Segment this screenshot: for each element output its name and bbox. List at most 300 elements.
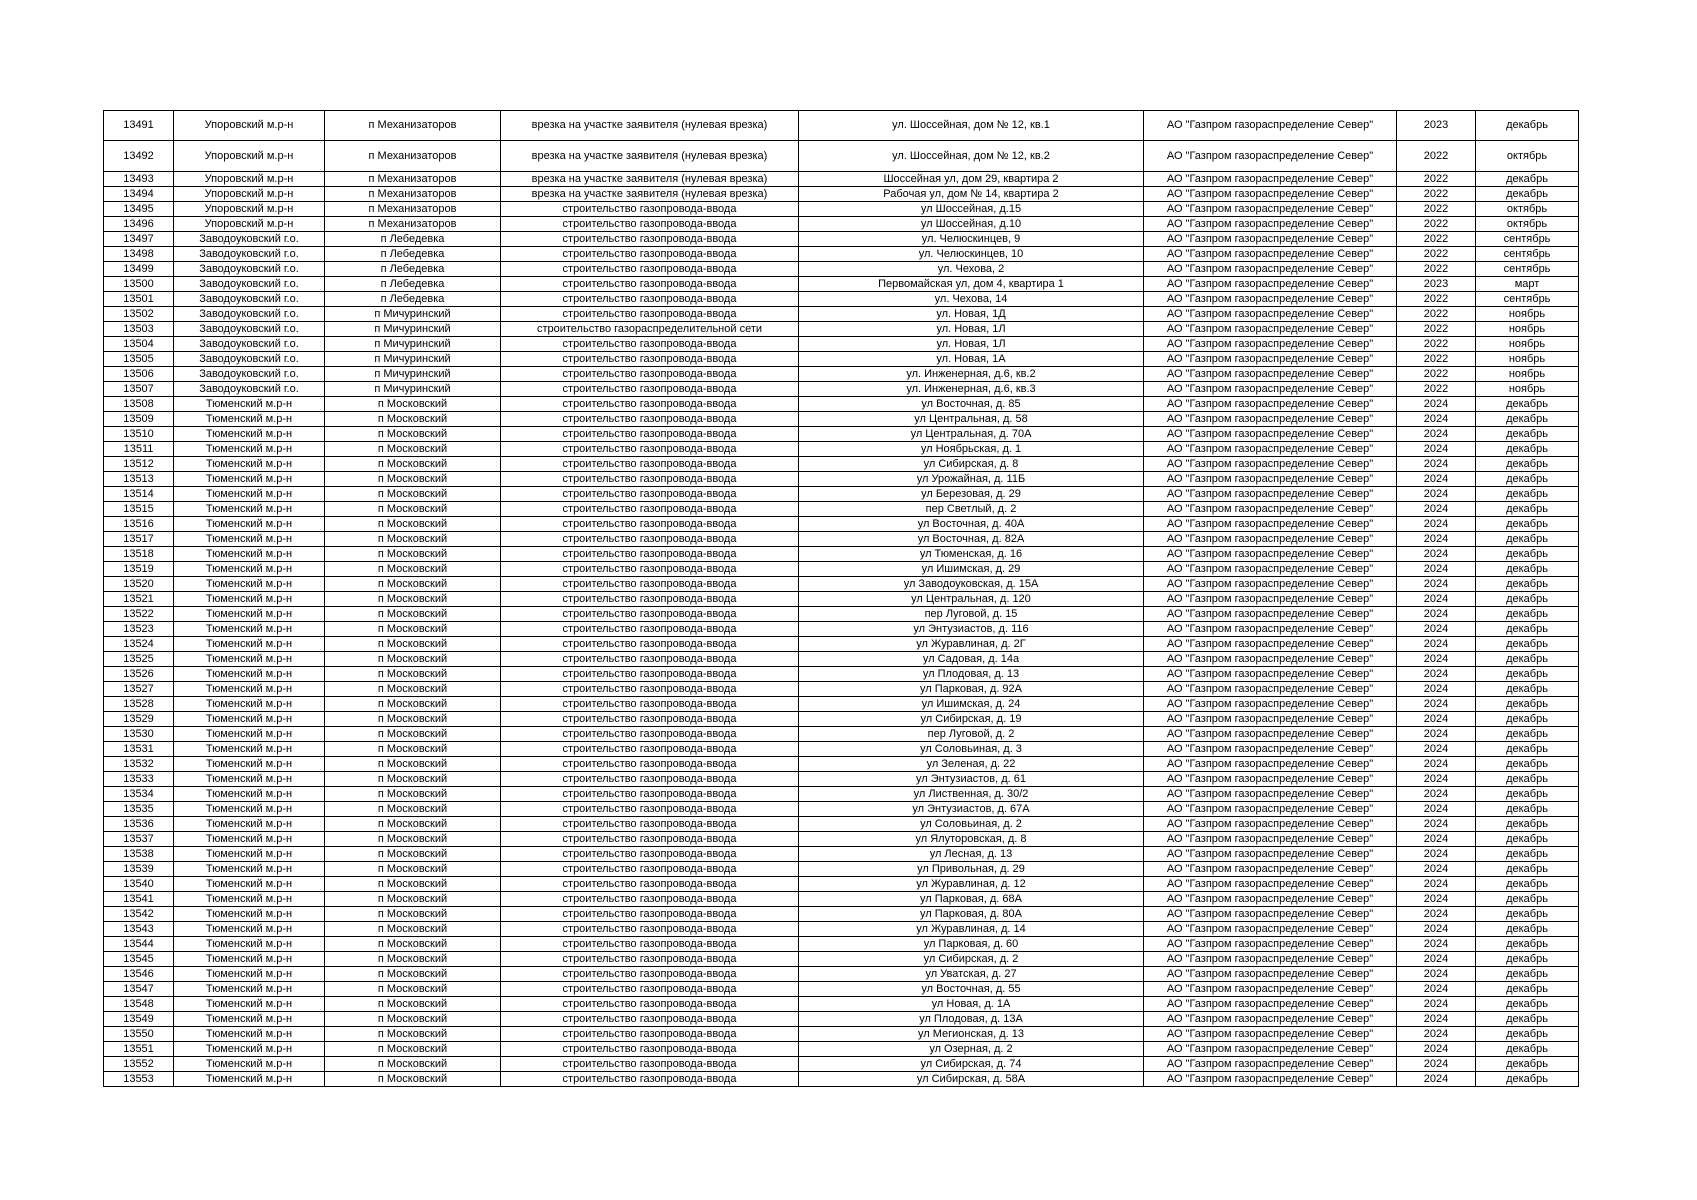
table-row [104,337,1579,352]
cell-month: декабрь [1476,742,1579,757]
cell-org: АО "Газпром газораспределение Север" [1144,772,1397,787]
cell-address: ул Плодовая, д. 13А [799,1012,1144,1027]
cell-org: АО "Газпром газораспределение Север" [1144,367,1397,382]
cell-district: Тюменский м.р-н [174,397,325,412]
cell-id: 13504 [104,337,174,352]
cell-address: ул Ноябрьская, д. 1 [799,442,1144,457]
cell-work: строительство газопровода-ввода [501,817,799,832]
cell-district: Тюменский м.р-н [174,532,325,547]
cell-year: 2022 [1397,292,1476,307]
cell-district: Тюменский м.р-н [174,997,325,1012]
cell-org: АО "Газпром газораспределение Север" [1144,1072,1397,1087]
table-row [104,547,1579,562]
cell-work: строительство газопровода-ввода [501,742,799,757]
cell-month: декабрь [1476,802,1579,817]
cell-id: 13497 [104,232,174,247]
table-row [104,757,1579,772]
cell-id: 13496 [104,217,174,232]
table-row [104,322,1579,337]
cell-year: 2022 [1397,382,1476,397]
cell-org: АО "Газпром газораспределение Север" [1144,952,1397,967]
cell-month: декабрь [1476,637,1579,652]
cell-settlement: п Московский [325,622,501,637]
cell-work: строительство газопровода-ввода [501,802,799,817]
cell-address: ул Шоссейная, д.15 [799,202,1144,217]
table-row [104,532,1579,547]
cell-district: Тюменский м.р-н [174,652,325,667]
cell-year: 2024 [1397,652,1476,667]
table-row [104,1072,1579,1087]
cell-year: 2024 [1397,472,1476,487]
cell-address: ул Восточная, д. 82А [799,532,1144,547]
table-row [104,292,1579,307]
table-row [104,577,1579,592]
cell-work: врезка на участке заявителя (нулевая врезка) [501,187,799,202]
cell-org: АО "Газпром газораспределение Север" [1144,712,1397,727]
cell-work: врезка на участке заявителя (нулевая врезка) [501,111,799,141]
cell-district: Тюменский м.р-н [174,892,325,907]
cell-work: строительство газопровода-ввода [501,862,799,877]
cell-district: Тюменский м.р-н [174,622,325,637]
cell-year: 2024 [1397,397,1476,412]
cell-district: Тюменский м.р-н [174,802,325,817]
cell-month: декабрь [1476,187,1579,202]
cell-id: 13519 [104,562,174,577]
cell-org: АО "Газпром газораспределение Север" [1144,472,1397,487]
cell-settlement: п Московский [325,472,501,487]
cell-district: Тюменский м.р-н [174,502,325,517]
cell-work: строительство газопровода-ввода [501,667,799,682]
table-row [104,997,1579,1012]
cell-month: декабрь [1476,517,1579,532]
cell-org: АО "Газпром газораспределение Север" [1144,307,1397,322]
cell-settlement: п Механизаторов [325,141,501,172]
cell-month: декабрь [1476,712,1579,727]
cell-district: Тюменский м.р-н [174,712,325,727]
cell-settlement: п Московский [325,817,501,832]
cell-work: строительство газопровода-ввода [501,772,799,787]
cell-year: 2024 [1397,802,1476,817]
cell-settlement: п Мичуринский [325,367,501,382]
cell-org: АО "Газпром газораспределение Север" [1144,141,1397,172]
cell-work: строительство газопровода-ввода [501,637,799,652]
cell-id: 13553 [104,1072,174,1087]
cell-work: строительство газопровода-ввода [501,952,799,967]
cell-work: строительство газопровода-ввода [501,457,799,472]
cell-work: строительство газопровода-ввода [501,412,799,427]
cell-id: 13542 [104,907,174,922]
cell-work: строительство газопровода-ввода [501,922,799,937]
cell-settlement: п Московский [325,967,501,982]
cell-org: АО "Газпром газораспределение Север" [1144,832,1397,847]
cell-month: декабрь [1476,562,1579,577]
table-row [104,682,1579,697]
cell-month: декабрь [1476,172,1579,187]
cell-id: 13530 [104,727,174,742]
cell-settlement: п Мичуринский [325,322,501,337]
cell-month: сентябрь [1476,232,1579,247]
cell-work: строительство газопровода-ввода [501,382,799,397]
cell-settlement: п Московский [325,502,501,517]
cell-year: 2024 [1397,412,1476,427]
cell-id: 13531 [104,742,174,757]
cell-year: 2024 [1397,937,1476,952]
cell-address: Рабочая ул, дом № 14, квартира 2 [799,187,1144,202]
cell-id: 13546 [104,967,174,982]
cell-month: декабрь [1476,862,1579,877]
cell-work: строительство газопровода-ввода [501,352,799,367]
cell-address: ул Заводоуковская, д. 15А [799,577,1144,592]
cell-id: 13492 [104,141,174,172]
cell-id: 13521 [104,592,174,607]
cell-id: 13526 [104,667,174,682]
cell-work: строительство газопровода-ввода [501,247,799,262]
cell-year: 2024 [1397,982,1476,997]
cell-address: ул. Челюскинцев, 9 [799,232,1144,247]
cell-org: АО "Газпром газораспределение Север" [1144,922,1397,937]
cell-work: строительство газопровода-ввода [501,532,799,547]
cell-work: строительство газопровода-ввода [501,517,799,532]
cell-id: 13543 [104,922,174,937]
cell-address: ул Журавлиная, д. 14 [799,922,1144,937]
cell-org: АО "Газпром газораспределение Север" [1144,412,1397,427]
cell-address: ул Новая, д. 1А [799,997,1144,1012]
cell-settlement: п Московский [325,832,501,847]
cell-month: декабрь [1476,967,1579,982]
cell-settlement: п Механизаторов [325,217,501,232]
cell-year: 2024 [1397,892,1476,907]
table-row [104,232,1579,247]
cell-id: 13536 [104,817,174,832]
cell-district: Упоровский м.р-н [174,172,325,187]
cell-year: 2024 [1397,1057,1476,1072]
cell-org: АО "Газпром газораспределение Север" [1144,847,1397,862]
cell-address: ул Тюменская, д. 16 [799,547,1144,562]
cell-year: 2022 [1397,307,1476,322]
cell-year: 2024 [1397,607,1476,622]
table-row [104,712,1579,727]
cell-address: ул Лиственная, д. 30/2 [799,787,1144,802]
cell-month: декабрь [1476,787,1579,802]
cell-year: 2022 [1397,337,1476,352]
cell-id: 13535 [104,802,174,817]
table-row [104,817,1579,832]
cell-id: 13512 [104,457,174,472]
cell-settlement: п Московский [325,652,501,667]
cell-org: АО "Газпром газораспределение Север" [1144,562,1397,577]
cell-work: строительство газопровода-ввода [501,367,799,382]
cell-district: Заводоуковский г.о. [174,307,325,322]
table-row [104,442,1579,457]
cell-address: ул Шоссейная, д.10 [799,217,1144,232]
cell-settlement: п Механизаторов [325,187,501,202]
cell-org: АО "Газпром газораспределение Север" [1144,877,1397,892]
cell-settlement: п Московский [325,667,501,682]
cell-id: 13534 [104,787,174,802]
cell-org: АО "Газпром газораспределение Север" [1144,1042,1397,1057]
cell-district: Заводоуковский г.о. [174,322,325,337]
table-row [104,742,1579,757]
cell-district: Тюменский м.р-н [174,607,325,622]
cell-org: АО "Газпром газораспределение Север" [1144,982,1397,997]
cell-id: 13524 [104,637,174,652]
cell-year: 2024 [1397,547,1476,562]
cell-month: ноябрь [1476,367,1579,382]
cell-district: Тюменский м.р-н [174,577,325,592]
cell-month: декабрь [1476,997,1579,1012]
cell-address: пер Луговой, д. 15 [799,607,1144,622]
cell-address: ул Соловьиная, д. 3 [799,742,1144,757]
table-row [104,727,1579,742]
cell-district: Тюменский м.р-н [174,967,325,982]
cell-month: декабрь [1476,547,1579,562]
cell-settlement: п Московский [325,457,501,472]
cell-year: 2024 [1397,922,1476,937]
cell-address: ул Журавлиная, д. 12 [799,877,1144,892]
cell-id: 13513 [104,472,174,487]
cell-settlement: п Московский [325,907,501,922]
cell-org: АО "Газпром газораспределение Север" [1144,592,1397,607]
cell-address: ул Восточная, д. 55 [799,982,1144,997]
cell-address: ул Восточная, д. 40А [799,517,1144,532]
cell-address: Первомайская ул, дом 4, квартира 1 [799,277,1144,292]
cell-id: 13494 [104,187,174,202]
cell-settlement: п Московский [325,1057,501,1072]
cell-year: 2022 [1397,202,1476,217]
table-row [104,697,1579,712]
table-row [104,457,1579,472]
cell-year: 2024 [1397,997,1476,1012]
table-row [104,1012,1579,1027]
cell-month: декабрь [1476,1057,1579,1072]
cell-org: АО "Газпром газораспределение Север" [1144,397,1397,412]
cell-settlement: п Московский [325,757,501,772]
cell-year: 2024 [1397,442,1476,457]
cell-address: ул Лесная, д. 13 [799,847,1144,862]
cell-address: ул Сибирская, д. 2 [799,952,1144,967]
cell-id: 13505 [104,352,174,367]
cell-settlement: п Московский [325,532,501,547]
cell-settlement: п Московский [325,637,501,652]
table-row [104,382,1579,397]
cell-year: 2024 [1397,637,1476,652]
cell-work: строительство газопровода-ввода [501,652,799,667]
cell-org: АО "Газпром газораспределение Север" [1144,502,1397,517]
cell-year: 2024 [1397,817,1476,832]
table-row [104,427,1579,442]
cell-settlement: п Лебедевка [325,277,501,292]
cell-address: ул Журавлиная, д. 2Г [799,637,1144,652]
cell-id: 13552 [104,1057,174,1072]
cell-settlement: п Мичуринский [325,382,501,397]
cell-district: Тюменский м.р-н [174,637,325,652]
cell-settlement: п Мичуринский [325,337,501,352]
cell-year: 2022 [1397,187,1476,202]
cell-id: 13541 [104,892,174,907]
cell-work: строительство газопровода-ввода [501,757,799,772]
cell-id: 13550 [104,1027,174,1042]
cell-district: Тюменский м.р-н [174,727,325,742]
cell-work: строительство газопровода-ввода [501,727,799,742]
cell-settlement: п Московский [325,742,501,757]
cell-year: 2024 [1397,1042,1476,1057]
cell-work: строительство газопровода-ввода [501,1057,799,1072]
cell-address: ул Энтузиастов, д. 61 [799,772,1144,787]
cell-address: ул Центральная, д. 58 [799,412,1144,427]
cell-year: 2024 [1397,622,1476,637]
cell-work: строительство газопровода-ввода [501,562,799,577]
cell-year: 2024 [1397,682,1476,697]
cell-month: декабрь [1476,832,1579,847]
cell-address: ул Ишимская, д. 29 [799,562,1144,577]
table-row [104,1057,1579,1072]
table-row [104,652,1579,667]
cell-org: АО "Газпром газораспределение Север" [1144,442,1397,457]
cell-settlement: п Лебедевка [325,292,501,307]
cell-org: АО "Газпром газораспределение Север" [1144,622,1397,637]
cell-month: сентябрь [1476,247,1579,262]
cell-id: 13533 [104,772,174,787]
cell-district: Упоровский м.р-н [174,111,325,141]
cell-address: ул Энтузиастов, д. 67А [799,802,1144,817]
cell-id: 13540 [104,877,174,892]
cell-month: декабрь [1476,397,1579,412]
table-row [104,472,1579,487]
cell-id: 13491 [104,111,174,141]
cell-district: Тюменский м.р-н [174,877,325,892]
table-row [104,397,1579,412]
cell-year: 2022 [1397,232,1476,247]
cell-settlement: п Лебедевка [325,247,501,262]
cell-district: Тюменский м.р-н [174,787,325,802]
cell-id: 13547 [104,982,174,997]
cell-org: АО "Газпром газораспределение Север" [1144,787,1397,802]
cell-settlement: п Московский [325,982,501,997]
cell-district: Тюменский м.р-н [174,457,325,472]
cell-month: декабрь [1476,697,1579,712]
cell-settlement: п Московский [325,577,501,592]
cell-district: Тюменский м.р-н [174,907,325,922]
cell-org: АО "Газпром газораспределение Север" [1144,892,1397,907]
table-row [104,637,1579,652]
cell-org: АО "Газпром газораспределение Север" [1144,652,1397,667]
cell-work: строительство газопровода-ввода [501,1027,799,1042]
table-row [104,247,1579,262]
table-row [104,802,1579,817]
cell-district: Тюменский м.р-н [174,742,325,757]
cell-district: Тюменский м.р-н [174,982,325,997]
cell-month: декабрь [1476,757,1579,772]
cell-month: декабрь [1476,622,1579,637]
table-row [104,877,1579,892]
cell-id: 13523 [104,622,174,637]
cell-month: декабрь [1476,847,1579,862]
cell-id: 13499 [104,262,174,277]
cell-org: АО "Газпром газораспределение Север" [1144,637,1397,652]
cell-address: ул. Инженерная, д.6, кв.3 [799,382,1144,397]
cell-id: 13515 [104,502,174,517]
cell-address: ул Садовая, д. 14а [799,652,1144,667]
cell-id: 13538 [104,847,174,862]
cell-address: ул Мегионская, д. 13 [799,1027,1144,1042]
table-row [104,562,1579,577]
cell-settlement: п Лебедевка [325,232,501,247]
cell-id: 13537 [104,832,174,847]
cell-id: 13508 [104,397,174,412]
cell-year: 2022 [1397,217,1476,232]
cell-year: 2024 [1397,847,1476,862]
table-row [104,592,1579,607]
table-row [104,412,1579,427]
cell-org: АО "Газпром газораспределение Север" [1144,802,1397,817]
cell-address: ул. Новая, 1А [799,352,1144,367]
table-body [104,111,1579,1087]
cell-year: 2024 [1397,967,1476,982]
cell-work: строительство газопровода-ввода [501,337,799,352]
cell-year: 2022 [1397,172,1476,187]
cell-settlement: п Московский [325,787,501,802]
cell-id: 13503 [104,322,174,337]
cell-work: строительство газопровода-ввода [501,547,799,562]
cell-address: ул Урожайная, д. 11Б [799,472,1144,487]
cell-settlement: п Московский [325,682,501,697]
cell-id: 13500 [104,277,174,292]
cell-district: Заводоуковский г.о. [174,232,325,247]
cell-year: 2024 [1397,952,1476,967]
cell-district: Упоровский м.р-н [174,141,325,172]
cell-month: декабрь [1476,952,1579,967]
cell-address: ул Уватская, д. 27 [799,967,1144,982]
cell-id: 13528 [104,697,174,712]
cell-settlement: п Московский [325,727,501,742]
cell-id: 13518 [104,547,174,562]
cell-address: пер Светлый, д. 2 [799,502,1144,517]
cell-address: ул Центральная, д. 70А [799,427,1144,442]
cell-month: декабрь [1476,607,1579,622]
cell-work: строительство газопровода-ввода [501,697,799,712]
cell-org: АО "Газпром газораспределение Север" [1144,532,1397,547]
cell-org: АО "Газпром газораспределение Север" [1144,742,1397,757]
cell-month: ноябрь [1476,337,1579,352]
cell-settlement: п Московский [325,772,501,787]
cell-month: декабрь [1476,1012,1579,1027]
cell-org: АО "Газпром газораспределение Север" [1144,997,1397,1012]
cell-month: декабрь [1476,907,1579,922]
cell-address: ул Восточная, д. 85 [799,397,1144,412]
cell-district: Тюменский м.р-н [174,697,325,712]
cell-org: АО "Газпром газораспределение Север" [1144,862,1397,877]
cell-id: 13545 [104,952,174,967]
cell-year: 2024 [1397,772,1476,787]
cell-org: АО "Газпром газораспределение Север" [1144,907,1397,922]
cell-id: 13525 [104,652,174,667]
table-row [104,952,1579,967]
cell-month: октябрь [1476,141,1579,172]
cell-district: Упоровский м.р-н [174,202,325,217]
cell-org: АО "Газпром газораспределение Север" [1144,937,1397,952]
cell-district: Тюменский м.р-н [174,1072,325,1087]
cell-month: сентябрь [1476,262,1579,277]
table-row [104,111,1579,141]
cell-org: АО "Газпром газораспределение Север" [1144,577,1397,592]
cell-id: 13506 [104,367,174,382]
cell-id: 13509 [104,412,174,427]
cell-org: АО "Газпром газораспределение Север" [1144,232,1397,247]
table-row [104,922,1579,937]
cell-address: ул. Новая, 1Л [799,337,1144,352]
cell-district: Заводоуковский г.о. [174,337,325,352]
cell-district: Упоровский м.р-н [174,187,325,202]
